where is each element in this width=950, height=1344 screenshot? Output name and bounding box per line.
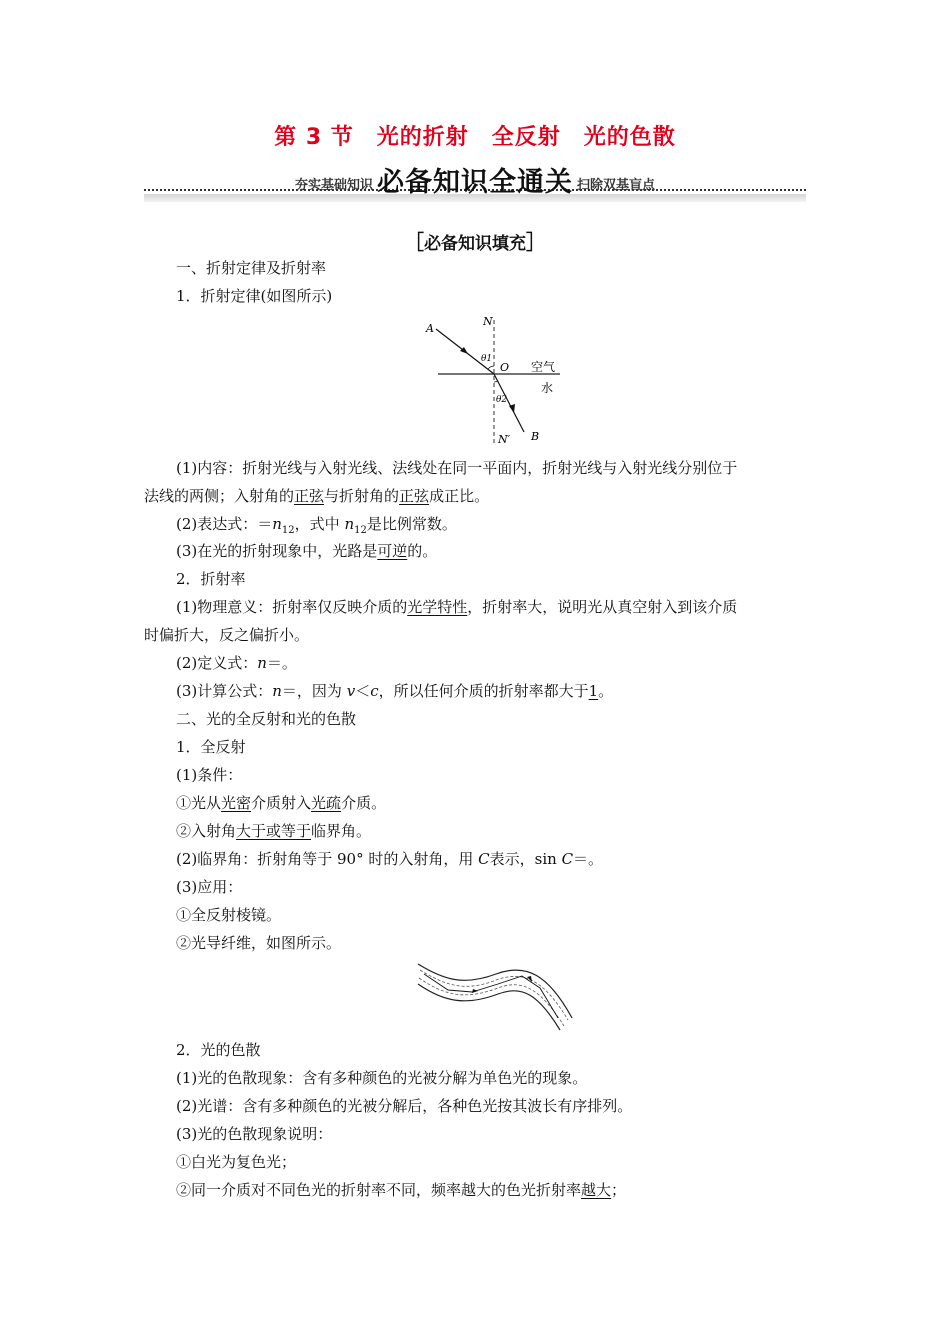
- condition-2: ②入射角大于或等于临界角。: [176, 822, 372, 840]
- dispersion-explanation: (3)光的色散现象说明：: [176, 1125, 333, 1143]
- explanation-2: ②同一介质对不同色光的折射率不同，频率越大的色光折射率越大；: [176, 1181, 627, 1199]
- content-line-2: 法线的两侧；入射角的正弦与折射角的正弦成正比。: [144, 487, 490, 505]
- explanation-1: ①白光为复色光；: [176, 1153, 297, 1171]
- subheading-refractive-index: 2．折射率: [176, 570, 246, 588]
- content-line-1: (1)内容：折射光线与入射光线、法线处在同一平面内，折射光线与入射光线分别位于: [176, 459, 738, 477]
- application-heading: (3)应用：: [176, 878, 243, 896]
- banner-right: 扫除双基盲点: [577, 178, 656, 193]
- label-water: 水: [541, 381, 554, 395]
- heading-total-reflection: 二、光的全反射和光的色散: [176, 710, 357, 728]
- meaning-line-1: (1)物理意义：折射率仅反映介质的光学特性，折射率大，说明光从真空射入到该介质: [176, 598, 738, 616]
- label-N-prime: N′: [498, 433, 511, 446]
- fiber-outer-top: [418, 964, 572, 1018]
- definition-line: (2)定义式：n＝。: [176, 654, 297, 672]
- banner-text: [144, 160, 806, 199]
- label-O: O: [500, 361, 510, 374]
- reversible-line: (3)在光的折射现象中，光路是可逆的。: [176, 542, 438, 560]
- application-2: ②光导纤维，如图所示。: [176, 934, 342, 952]
- label-B: B: [531, 430, 540, 443]
- critical-angle-line: (2)临界角：折射角等于 90° 时的入射角，用 C表示，sin C＝。: [176, 850, 604, 868]
- heading-refraction-law: 一、折射定律及折射率: [176, 259, 327, 277]
- label-theta2: θ2: [496, 395, 508, 405]
- application-1: ①全反射棱镜。: [176, 906, 282, 924]
- label-air: 空气: [531, 360, 556, 374]
- dispersion-phenomenon: (1)光的色散现象：含有多种颜色的光被分解为单色光的现象。: [176, 1069, 588, 1087]
- label-theta1: θ1: [481, 354, 493, 364]
- meaning-line-2: 时偏折大，反之偏折小。: [144, 626, 310, 644]
- section-box-title: ［必备知识填充］: [404, 230, 546, 254]
- subheading-total-reflection: 1．全反射: [176, 738, 246, 756]
- condition-heading: (1)条件：: [176, 766, 243, 784]
- light-arrow-1: [472, 989, 478, 993]
- subheading-refraction-law: 1．折射定律(如图所示): [176, 287, 333, 305]
- spectrum-line: (2)光谱：含有多种颜色的光被分解后，各种色光按其波长有序排列。: [176, 1097, 633, 1115]
- optical-fiber-diagram: [414, 958, 578, 1034]
- label-A: A: [426, 322, 434, 335]
- subheading-dispersion: 2．光的色散: [176, 1041, 261, 1059]
- banner-left: 夯实基础知识: [294, 178, 373, 193]
- refraction-diagram: [420, 314, 570, 450]
- expression-line: (2)表达式：$=n_{12}$，式中 $n_{12}$是比例常数。: [176, 515, 457, 536]
- fiber-outer-bottom: [418, 984, 560, 1030]
- page-title: 第 3 节 光的折射 全反射 光的色散: [274, 125, 676, 150]
- condition-1: ①光从光密介质射入光疏介质。: [176, 794, 387, 812]
- label-N: N: [483, 315, 493, 328]
- section-banner: [144, 160, 806, 204]
- formula-line: (3)计算公式：n＝，因为 v＜c，所以任何介质的折射率都大于1。: [176, 682, 614, 700]
- banner-center: 必备知识全通关: [377, 167, 573, 198]
